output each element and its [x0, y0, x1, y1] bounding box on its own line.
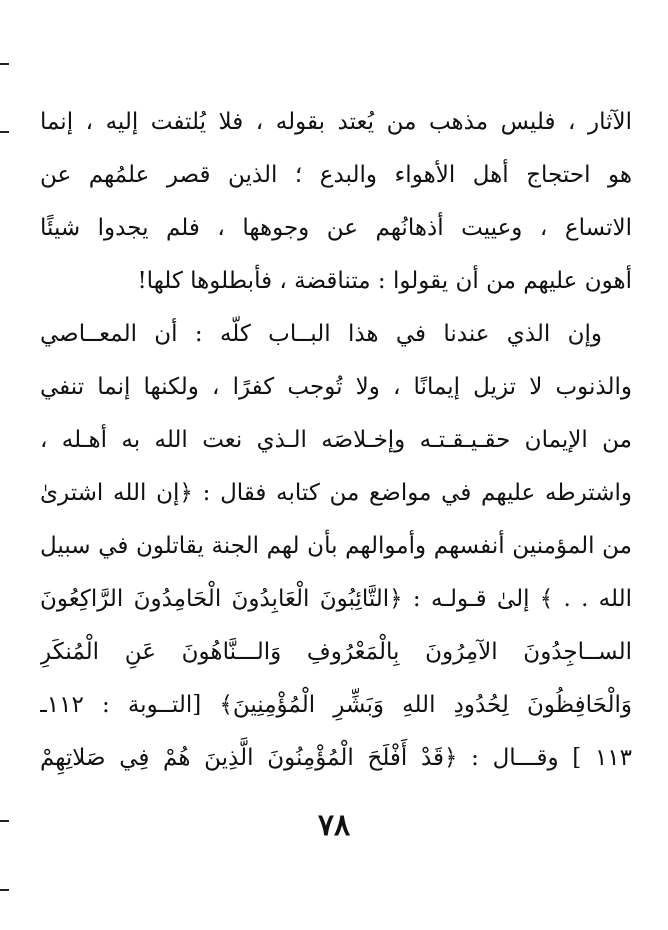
text-line-9: من المؤمنين أنفسهم وأموالهم بأن لهم الجنة يقاتلون في سبيل: [40, 533, 632, 559]
text-line-4: أهون عليهم من أن يقولوا : متناقضة ، فأبطلوها كلها!: [137, 268, 632, 294]
left-edge-mark-2: [0, 131, 9, 133]
text-line-8: واشترطه عليهم في مواضع من كتابه فقال : ﴿إن الله اشترىٰ: [40, 480, 632, 506]
text-line-3: الاتساع ، وعييت أذهانُهم عن وجوهها ، فلم يجدوا شيئًا: [40, 215, 632, 241]
text-line-7: من الإيمان حقـيـقـتـه وإخـلاصَه الـذي نعت الله به أهـله ،: [40, 427, 632, 453]
left-edge-mark-1: [0, 63, 9, 65]
text-line-6: والذنوب لا تزيل إيمانًا ، ولا تُوجب كفرًا ، ولكنها إنما تنفي: [40, 374, 632, 400]
left-edge-mark-4: [0, 889, 9, 891]
text-line-5: وإن الذي عندنا في هذا البــاب كلّه : أن المعــاصي: [40, 321, 602, 347]
text-line-1: الآثار ، فليس مذهب من يُعتد بقوله ، فلا يُلتفت إليه ، إنما: [40, 109, 632, 135]
text-line-11: الســاجِدُونَ الآمِرُونَ بِالْمَعْرُوفِ وَالـــنَّاهُونَ عَنِ الْمُنكَرِ: [40, 639, 632, 665]
page-number: ٧٨: [317, 808, 351, 843]
text-line-13: ١١٣ ] وقـــال : ﴿قَدْ أَفْلَحَ الْمُؤْمِنُونَ الَّذِينَ هُمْ فِي صَلاتِهِمْ: [40, 745, 632, 771]
text-line-12: وَالْحَافِظُونَ لِحُدُودِ اللهِ وَبَشِّرِ الْمُؤْمِنِينَ﴾ [التــوبة : ١١٢ـ: [40, 692, 632, 718]
text-line-10: الله . . ﴾ إلىٰ قـولـه : ﴿التَّائِبُونَ الْعَابِدُونَ الْحَامِدُونَ الرَّاكِعُونَ: [40, 586, 632, 612]
text-line-2: هو احتجاج أهل الأهواء والبدع ؛ الذين قصر علمُهم عن: [40, 162, 632, 188]
body-text: [40, 96, 632, 785]
